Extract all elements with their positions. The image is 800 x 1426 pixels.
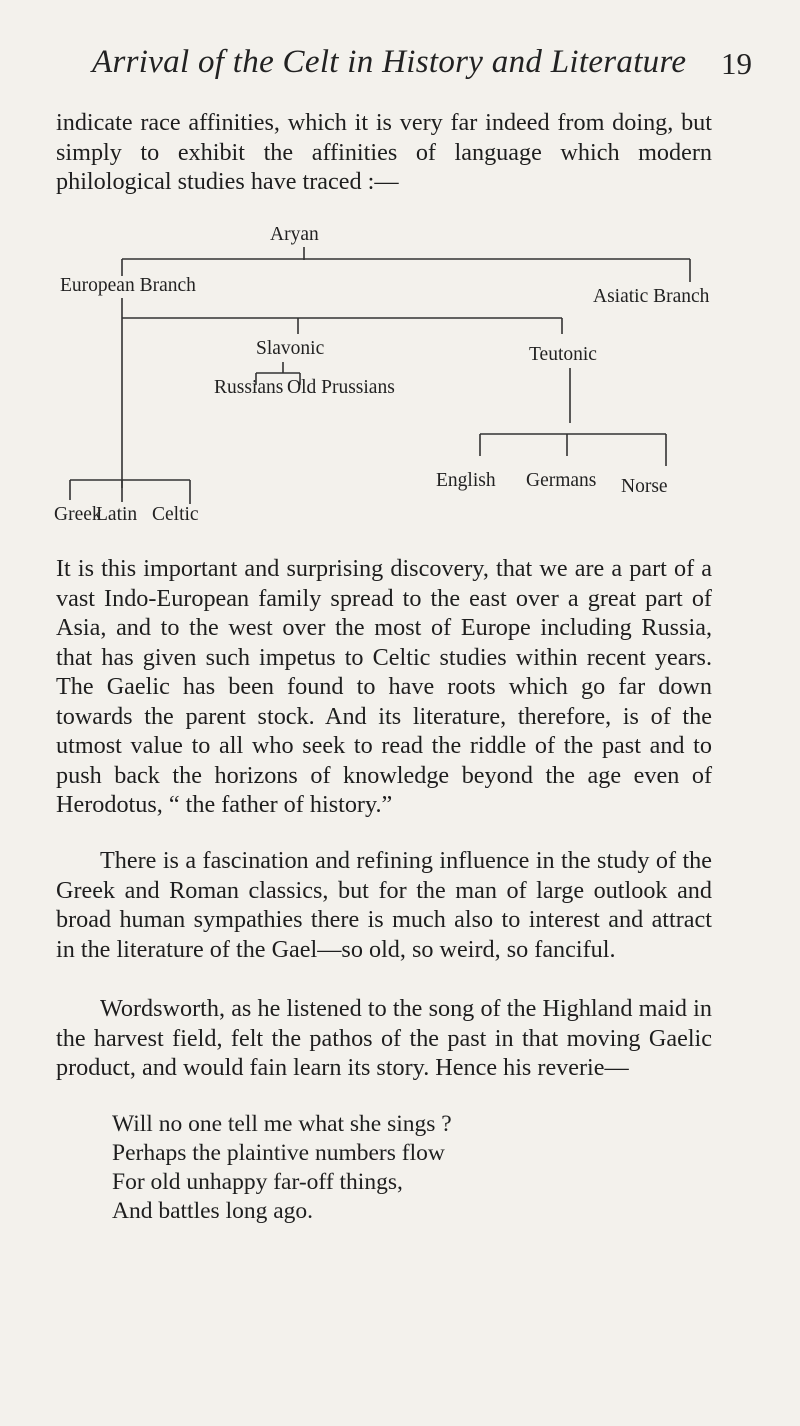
tree-node-slavonic: Slavonic: [256, 338, 325, 359]
tree-node-asiatic-branch: Asiatic Branch: [593, 286, 710, 307]
poem-line: Will no one tell me what she sings ?: [112, 1111, 452, 1137]
tree-node-celtic: Celtic: [152, 504, 199, 525]
poem-line: Perhaps the plaintive numbers flow: [112, 1140, 445, 1166]
tree-node-european-branch: European Branch: [60, 275, 196, 296]
tree-node-teutonic: Teutonic: [529, 344, 597, 365]
tree-node-english: English: [436, 470, 496, 491]
intro-paragraph: indicate race affinities, which it is very far indeed from doing, but simply to exhibit the affinities of language which modern philological studies have traced :—: [56, 109, 712, 195]
poem-line: For old unhappy far-off things,: [112, 1169, 403, 1195]
tree-node-greek: Greek: [54, 504, 102, 525]
running-title: Arrival of the Celt in History and Literature: [92, 44, 687, 80]
tree-node-aryan: Aryan: [270, 224, 319, 245]
poem-line: And battles long ago.: [112, 1198, 314, 1224]
language-family-tree: [0, 0, 800, 560]
tree-node-norse: Norse: [621, 476, 668, 497]
body-paragraph: There is a fascination and refining influence in the study of the Greek and Roman classics, but for the man of large outlook and broad human sympathies there is much also to interest and attract in the literature of the Gael—so old, so weird, so fanciful.: [56, 847, 712, 963]
tree-node-russians: Russians: [214, 377, 284, 398]
page-number: 19: [721, 46, 752, 81]
body-paragraph: It is this important and surprising discovery, that we are a part of a vast Indo-European family spread to the east over a great part of Asia, and to the west over the most of Europe including Russia, that has given such impetus to Celtic studies within recent years. The Gaelic has been found to have roots which go far down towards the parent stock. And its literature, therefore, is of the utmost value to all who seek to read the riddle of the past and to push back the horizons of knowledge beyond the age even of Herodotus, “ the father of history.”: [56, 555, 712, 818]
tree-node-latin: Latin: [96, 504, 138, 525]
body-paragraph: Wordsworth, as he listened to the song of the Highland maid in the harvest field, felt the pathos of the past in that moving Gaelic product, and would fain learn its story. Hence his reverie—: [56, 995, 712, 1081]
poem-quotation: [112, 1110, 452, 1226]
tree-node-germans: Germans: [526, 470, 597, 491]
tree-node-old-prussians: Old Prussians: [287, 377, 395, 398]
